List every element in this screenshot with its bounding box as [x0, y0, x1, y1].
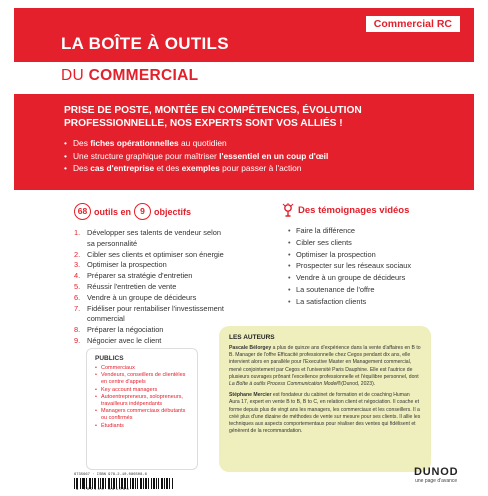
author-bio-1 — [229, 345, 421, 388]
barcode-bar — [74, 478, 75, 489]
videos-heading-text: Des témoignages vidéos — [298, 204, 410, 216]
objective-text: Négocier avec le client — [87, 335, 162, 345]
video-item: • Prospecter sur les réseaux sociaux — [288, 260, 457, 272]
author-name: Stéphane Mercier — [229, 392, 272, 399]
tools-count-line — [74, 203, 274, 220]
videos-heading — [282, 203, 457, 217]
pitch-box — [14, 94, 474, 190]
barcode-bar — [156, 478, 157, 489]
objective-number: 1. — [74, 228, 81, 237]
pitch-bullet — [64, 150, 454, 163]
barcode-bar — [141, 478, 142, 489]
bullet-text: Des — [73, 163, 91, 173]
collection-tag: Commercial RC — [366, 16, 460, 32]
pitch-bullets — [64, 137, 454, 175]
objective-text: Optimiser la prospection — [87, 260, 167, 270]
title-band — [14, 8, 474, 62]
author-book-title: La Boîte à outils Process Communication Model® — [229, 381, 342, 388]
bullet-bold: cas d'entreprise — [90, 163, 155, 173]
objective-item — [74, 228, 274, 239]
objectives-label: objectifs — [154, 206, 192, 217]
authors-box — [219, 326, 431, 472]
objective-text: sa personnalité — [87, 238, 138, 248]
bullet-bold: l'essentiel en un coup d'œil — [219, 150, 329, 161]
barcode-bar — [172, 478, 173, 489]
objective-text: Développer ses talents de vendeur selon — [87, 228, 221, 237]
tools-count-badge: 68 — [74, 203, 91, 220]
barcode-bar — [164, 478, 165, 489]
author-name: Pascale Bélorgey — [229, 345, 272, 351]
barcode-number: 9 782100 865086 — [76, 488, 131, 492]
objective-number: 8. — [74, 325, 81, 335]
videos-section — [282, 203, 457, 308]
objective-item — [74, 282, 274, 293]
objective-number: 6. — [74, 292, 81, 302]
objective-text: commercial — [87, 314, 125, 324]
barcode-bar — [140, 478, 141, 489]
barcode-bar — [145, 478, 146, 489]
barcode-bar — [166, 478, 167, 489]
videos-list — [282, 225, 457, 308]
barcode-bar — [154, 478, 155, 489]
barcode-bar — [146, 478, 147, 489]
video-item: • Optimiser la prospection — [288, 249, 457, 261]
bullet-text: pour passer à l'action — [219, 163, 302, 173]
bullet-text: au quotidien — [178, 138, 227, 148]
objective-item — [74, 314, 274, 325]
barcode-bar — [130, 478, 131, 489]
barcode-bar — [137, 478, 138, 489]
video-item: • Cibler ses clients — [288, 237, 457, 249]
objective-number: 2. — [74, 249, 81, 259]
objective-item — [74, 271, 274, 282]
objective-text: Cibler ses clients et optimiser son énergie — [87, 249, 224, 259]
book-title: LA BOÎTE À OUTILS — [61, 34, 229, 53]
pitch-bullet — [64, 137, 454, 150]
barcode-bar — [148, 478, 149, 489]
objective-number: 7. — [74, 303, 81, 313]
public-item: • Étudiants — [95, 423, 189, 430]
objective-number: 5. — [74, 281, 81, 291]
publisher-logo — [414, 466, 458, 484]
publisher-name: DUNOD — [414, 466, 459, 478]
objective-number: 4. — [74, 271, 81, 281]
objective-item — [74, 304, 274, 315]
book-subtitle — [61, 67, 198, 85]
bullet-text: Une structure graphique pour maîtriser — [73, 150, 220, 161]
video-item: • La soutenance de l'offre — [288, 284, 457, 296]
public-item: • Key account managers — [95, 387, 189, 394]
public-item: • Autoentrepreneurs, solopreneurs, travailleurs indépendants — [95, 394, 189, 408]
subtitle-bold: COMMERCIAL — [88, 67, 199, 84]
objective-text: Fidéliser pour rentabiliser l'investissement — [87, 303, 224, 313]
author-text: (Dunod, 2023). — [341, 381, 376, 388]
barcode-bar — [162, 478, 163, 489]
objective-item — [74, 260, 274, 271]
barcode — [74, 473, 186, 496]
video-item: • Vendre à un groupe de décideurs — [288, 272, 457, 284]
objective-item — [74, 250, 274, 261]
barcode-bar — [167, 478, 168, 489]
objective-text: Vendre à un groupe de décideurs — [87, 292, 197, 302]
authors-title: LES AUTEURS — [229, 334, 275, 341]
book-back-cover — [14, 8, 474, 492]
objective-item — [74, 239, 274, 250]
publics-box — [86, 348, 198, 470]
barcode-isbn-text: 6735667 · ISBN 978-2-10-086508-6 — [74, 473, 147, 477]
video-item: • Faire la différence — [288, 225, 457, 237]
bullet-text: Des — [73, 138, 91, 148]
objective-text: Préparer sa stratégie d'entretien — [87, 271, 193, 281]
author-text: est fondateur du cabinet de formation et de coaching Human Aura 17, expert en vente B to B, B to C, en relation client et négociation. Il coache et forme depuis plus de vingt ans les managers, les commerciaux et les conseillers. Il a créé plus d'une dizaine de méthodes de vente sur mesure pour ses clients. Il allie les techniques aux aspects comportementaux pour réaliser des ventes qui fidélisent et génèrent de la recommandation. — [229, 392, 421, 435]
publisher-tagline: une page d'avance — [415, 478, 458, 484]
publics-list — [95, 365, 189, 430]
subtitle-prefix: DU — [61, 67, 89, 84]
barcode-bar — [151, 478, 152, 489]
barcode-bar — [143, 478, 144, 489]
barcode-bar — [169, 478, 170, 489]
pitch-bullet — [64, 162, 454, 175]
bullet-bold: fiches opérationnelles — [90, 138, 179, 148]
public-item: • Managers commerciaux débutants ou confirmés — [95, 408, 189, 422]
author-text: a plus de quinze ans d'expérience dans la vente d'affaires en B to B. Manager de l'offre Efficacité professionnelle chez Cegos pendant dix ans, elle intervient alors en parallèle pour l'Executive Master en Management commercial, mené conjointement par Cegos et l'université Paris Dauphine. Elle est l'autrice de plusieurs ouvrages prônant l'excellence professionnelle et l'équilibre personnel, dont — [229, 345, 421, 380]
public-item: • Vendeurs, conseillers de clientèles en centre d'appels — [95, 372, 189, 386]
subtitle-row — [14, 62, 474, 92]
objective-number — [74, 314, 87, 325]
objective-text: Préparer la négociation — [87, 325, 164, 335]
objective-number: 3. — [74, 260, 81, 270]
barcode-bar — [132, 478, 133, 489]
barcode-bar — [158, 478, 159, 489]
objective-number: 9. — [74, 335, 81, 345]
barcode-bar — [153, 478, 154, 489]
public-item: • Commerciaux — [95, 365, 189, 372]
author-bio-2 — [229, 392, 421, 435]
publics-title: PUBLICS — [95, 355, 124, 362]
barcode-bar — [135, 478, 136, 489]
objectives-count-badge: 9 — [134, 203, 151, 220]
barcode-bar — [161, 478, 162, 489]
barcode-bar — [133, 478, 134, 489]
tools-label: outils en — [94, 206, 132, 217]
pitch-headline: PRISE DE POSTE, MONTÉE EN COMPÉTENCES, ÉVOLUTION PROFESSIONNELLE, NOS EXPERTS SONT VOS ALLIÉS ! — [64, 105, 362, 129]
objective-text: Réussir l'entretien de vente — [87, 281, 177, 291]
video-testimony-icon — [282, 203, 294, 217]
bullet-bold: exemples — [181, 163, 220, 173]
objective-item — [74, 293, 274, 304]
objective-number — [74, 239, 87, 250]
bullet-text: et des — [154, 163, 182, 173]
video-item: • La satisfaction clients — [288, 296, 457, 308]
